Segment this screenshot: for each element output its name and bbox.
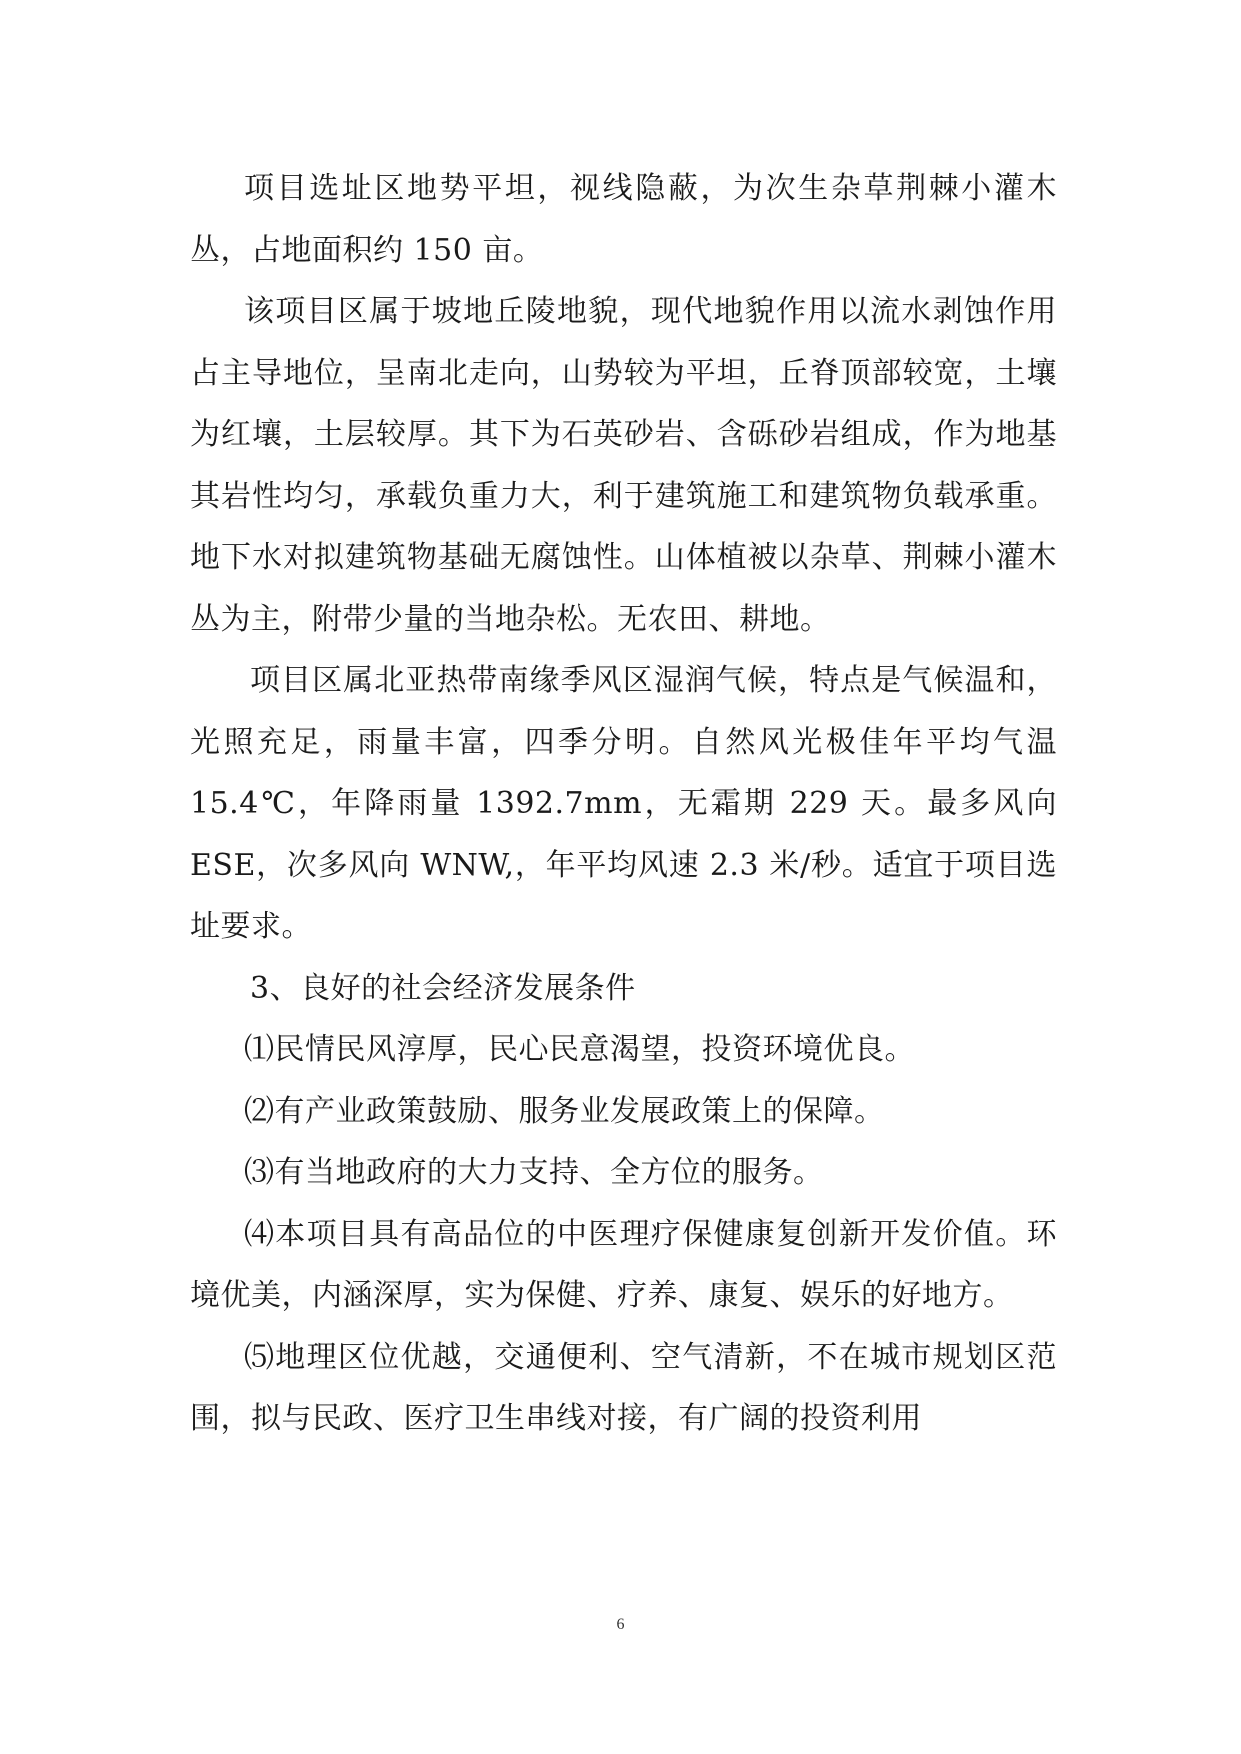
list-item-5: ⑸地理区位优越，交通便利、空气清新，不在城市规划区范围，拟与民政、医疗卫生串线对接，有广阔的投资利用 [190,1339,1057,1436]
paragraph-site-terrain: 项目选址区地势平坦，视线隐蔽，为次生杂草荆棘小灌木丛，占地面积约 150 亩。 [190,171,1057,268]
paragraph-climate: 项目区属北亚热带南缘季风区湿润气候，特点是气候温和，光照充足，雨量丰富，四季分明。自然风光极佳年平均气温 15.4℃，年降雨量 1392.7mm，无霜期 229 天。最多风向 ESE，次多风向 WNW,，年平均风速 2.3 米/秒。适宜于项目选址要求。 [190,663,1057,944]
body-text [190,158,1057,1450]
list-item-2: ⑵有产业政策鼓励、服务业发展政策上的保障。 [244,1093,885,1129]
list-item-3: ⑶有当地政府的大力支持、全方位的服务。 [244,1155,824,1190]
paragraph-landform: 该项目区属于坡地丘陵地貌，现代地貌作用以流水剥蚀作用占主导地位，呈南北走向，山势较为平坦，丘脊顶部较宽，土壤为红壤，土层较厚。其下为石英砂岩、含砾砂岩组成，作为地基其岩性均匀，承载负重力大，利于建筑施工和建筑物负载承重。地下水对拟建筑物基础无腐蚀性。山体植被以杂草、荆棘小灌木丛为主，附带少量的当地杂松。无农田、耕地。 [190,294,1057,637]
page-number: 6 [616,1616,625,1633]
list-item-1: ⑴民情民风淳厚，民心民意渴望，投资环境优良。 [244,1032,915,1067]
list-item-4: ⑷本项目具有高品位的中医理疗保健康复创新开发价值。环境优美，内涵深厚，实为保健、疗养、康复、娱乐的好地方。 [190,1216,1057,1313]
section-heading-socioeconomic: 3、良好的社会经济发展条件 [250,970,636,1006]
